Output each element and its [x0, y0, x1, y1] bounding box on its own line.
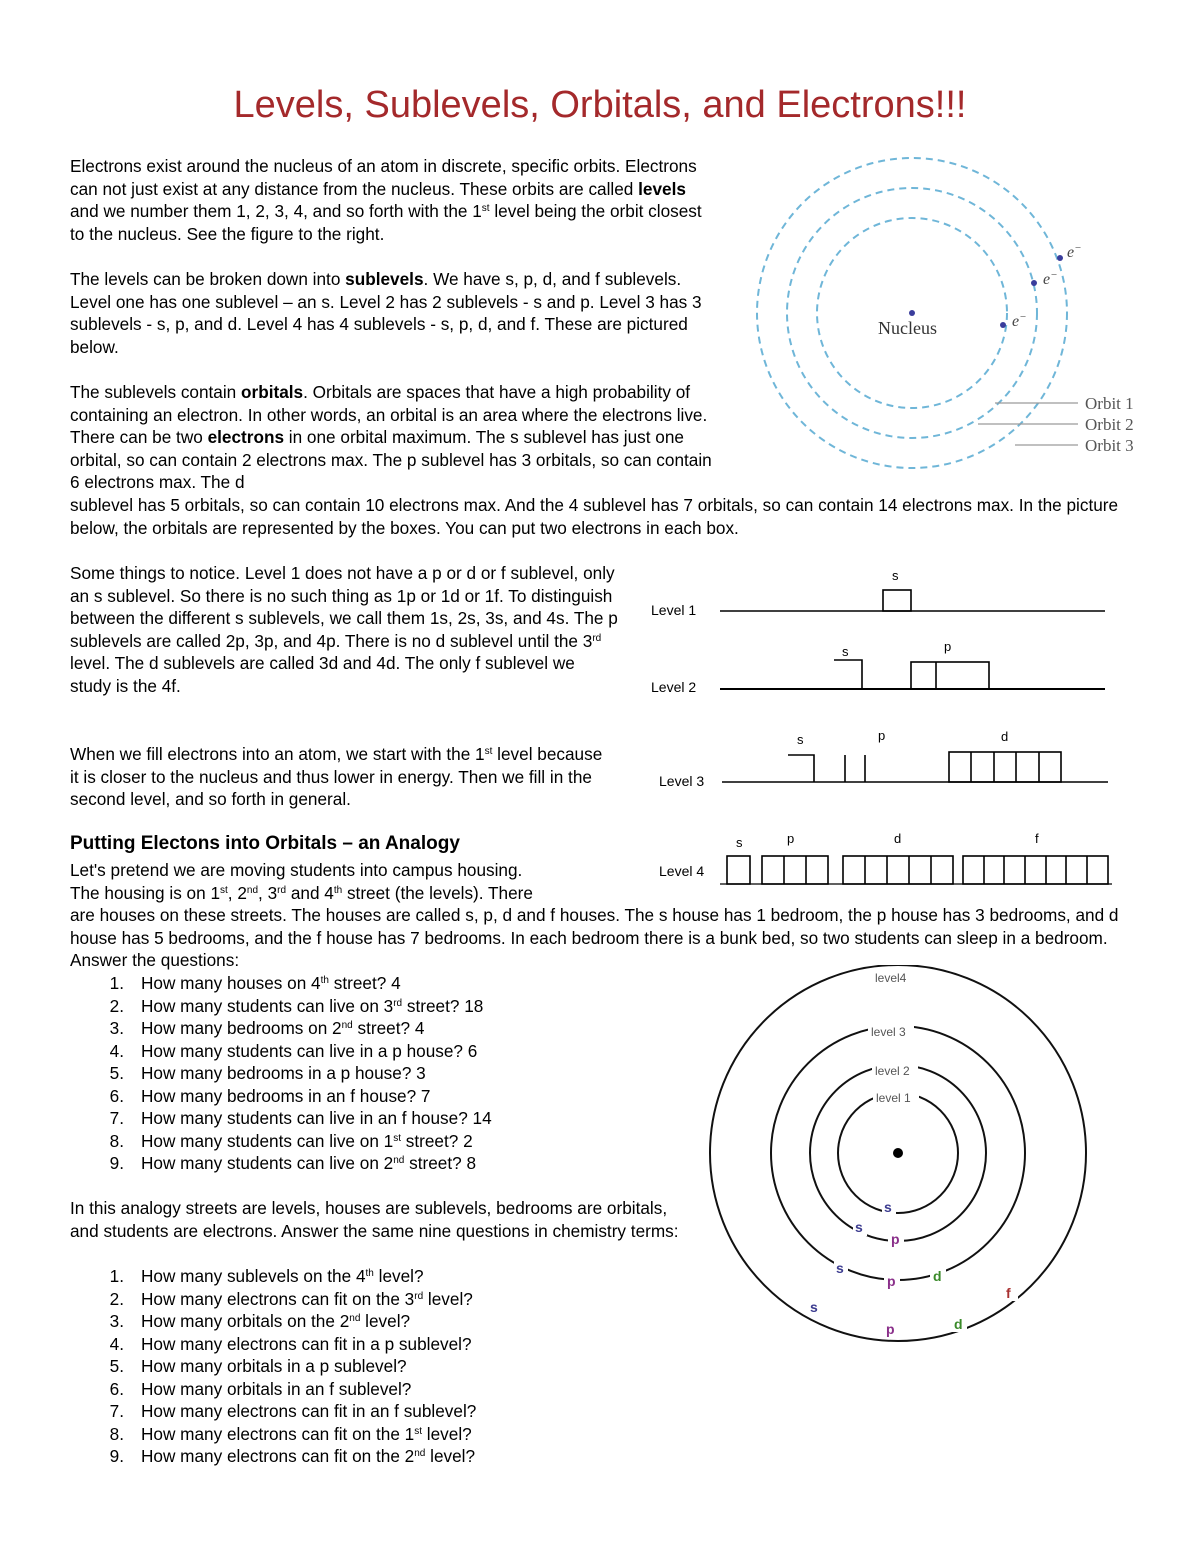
level-2-label: Level 2 — [651, 679, 697, 695]
list-item: 9. How many students can live on 2nd street? 8 — [109, 1153, 476, 1173]
sublevel-label-p: p — [787, 831, 795, 846]
nucleus-dot — [893, 1148, 903, 1158]
orbit-3-label: Orbit 3 — [1085, 436, 1134, 455]
level-1-label: level 1 — [876, 1091, 911, 1105]
paragraph-orbitals: The sublevels contain orbitals. Orbitals are spaces that have a high probability of containing an electron. In other words, an orbital is an area where the electrons live. There can be two electrons in one orbital maximum. The s sublevel has just one orbital, so can contain 2 electrons max. The p sublevel has 3 orbitals, so can contain 6 electrons max. The d — [70, 382, 712, 493]
paragraph-filling: When we fill electrons into an atom, we start with the 1st level because it is closer to the nucleus and thus lower in energy. Then we fill in the second level, and so forth in general. — [70, 744, 603, 810]
analogy-line-1: Let's pretend we are moving students into campus housing. — [70, 860, 523, 880]
level-4-label: level4 — [875, 971, 907, 985]
nucleus-dot — [909, 310, 915, 316]
sublevel-label-p: p — [944, 639, 952, 654]
list-item: 5. How many orbitals in a p sublevel? — [109, 1356, 407, 1376]
paragraph-sublevels: The levels can be broken down into sublevels. We have s, p, d, and f sublevels. Level one has one sublevel – an s. Level 2 has 2 sublevels - s and p. Level 3 has 3 sublevels - s, p, and d. Level 4 has 4 sublevels - s, p, d, and f. These are pictured below. — [70, 269, 702, 357]
orbit-1-label: Orbit 1 — [1085, 394, 1134, 413]
electron-label: e− — [1043, 269, 1058, 288]
sublevel-label-s: s — [842, 644, 849, 659]
sublevel-label-d: d — [954, 1316, 963, 1332]
list-item: 6. How many bedrooms in an f house? 7 — [109, 1085, 431, 1106]
sublevel-label-d: d — [933, 1268, 942, 1284]
sublevel-label-s: s — [810, 1299, 818, 1315]
chemistry-intro: In this analogy streets are levels, houses are sublevels, bedrooms are orbitals, and students are electrons. Answer the same nine questions in chemistry terms: — [70, 1198, 679, 1241]
sublevel-label-s: s — [884, 1199, 892, 1215]
sublevel-label-p: p — [886, 1321, 895, 1337]
list-item: 4. How many students can live in a p house? 6 — [109, 1040, 478, 1061]
list-item: 1. How many sublevels on the 4th level? — [109, 1266, 424, 1286]
orbit-figure — [740, 135, 1160, 475]
analogy-paragraph: are houses on these streets. The houses are called s, p, d and f houses. The s house has 1 bedroom, the p house has 3 bedrooms, and d house has 5 bedrooms, and the f house has 7 bedrooms. In each bedroom there is a bunk bed, so two students can sleep in a bedroom. Answer the questions: — [70, 905, 1119, 971]
sublevel-label-s: s — [892, 568, 899, 583]
analogy-line-2: The housing is on 1st, 2nd, 3rd and 4th street (the levels). There — [70, 883, 533, 903]
electron-dot — [1057, 255, 1063, 261]
list-item: 7. How many students can live in an f house? 14 — [109, 1108, 492, 1128]
nucleus-label: Nucleus — [878, 318, 937, 338]
sublevel-label-p: p — [878, 728, 886, 743]
sublevel-figure — [640, 560, 1120, 895]
chemistry-questions — [70, 1265, 476, 1468]
sublevel-label-p: p — [887, 1273, 896, 1289]
sublevel-label-f: f — [1006, 1285, 1011, 1301]
sublevel-label-s: s — [736, 835, 743, 850]
level-3-label: Level 3 — [659, 773, 705, 789]
list-item: 4. How many electrons can fit in a p sublevel? — [109, 1333, 472, 1354]
level-3-label: level 3 — [871, 1025, 906, 1039]
list-item: 7. How many electrons can fit in an f sublevel? — [109, 1401, 477, 1421]
list-item: 2. How many electrons can fit on the 3rd level? — [109, 1288, 473, 1309]
list-item: 1. How many houses on 4th street? 4 — [109, 973, 401, 993]
level-figure — [700, 965, 1140, 1350]
electron-label: e− — [1012, 311, 1027, 330]
list-item: 3. How many orbitals on the 2nd level? — [109, 1311, 411, 1331]
sublevel-label-p: p — [891, 1231, 900, 1247]
electron-dot — [1000, 322, 1006, 328]
sublevel-label-d: d — [1001, 729, 1009, 744]
list-item: 2. How many students can live on 3rd street? 18 — [109, 995, 484, 1016]
list-item: 3. How many bedrooms on 2nd street? 4 — [109, 1018, 425, 1038]
analogy-heading: Putting Electons into Orbitals – an Analogy — [70, 833, 460, 854]
paragraph-notice: Some things to notice. Level 1 does not have a p or d or f sublevel, only an s sublevel. So there is no such thing as 1p or 1d or 1f. To distinguish between the different s sublevels, we call them 1s, 2s, 3s, and 4s. The p sublevels are called 2p, 3p, and 4p. There is no d sublevel until the 3rd level. The d sublevels are called 3d and 4d. The only f sublevel we study is the 4f. — [70, 563, 618, 696]
paragraph-orbitals-cont: sublevel has 5 orbitals, so can contain 10 electrons max. And the 4 sublevel has 7 orbitals, so can contain 14 electrons max. In the picture below, the orbitals are represented by the boxes. You can put two electrons in each box. — [70, 495, 1119, 538]
electron-label: e− — [1067, 242, 1082, 261]
list-item: 9. How many electrons can fit on the 2nd level? — [109, 1446, 476, 1466]
list-item: 5. How many bedrooms in a p house? 3 — [109, 1063, 426, 1083]
level-4-label: Level 4 — [659, 863, 705, 879]
orbit-2-label: Orbit 2 — [1085, 415, 1134, 434]
page-title: Levels, Sublevels, Orbitals, and Electrons!!! — [233, 84, 967, 126]
list-item: 6. How many orbitals in an f sublevel? — [109, 1378, 412, 1399]
level-1-label: Level 1 — [651, 602, 697, 618]
sublevel-label-s: s — [855, 1219, 863, 1235]
list-item: 8. How many students can live on 1st street? 2 — [109, 1130, 473, 1151]
analogy-questions — [70, 972, 492, 1175]
sublevel-label-s: s — [836, 1260, 844, 1276]
electron-dot — [1031, 280, 1037, 286]
level-2-label: level 2 — [875, 1064, 910, 1078]
list-item: 8. How many electrons can fit on the 1st level? — [109, 1423, 472, 1444]
sublevel-label-s: s — [797, 732, 804, 747]
paragraph-levels: Electrons exist around the nucleus of an atom in discrete, specific orbits. Electrons can not just exist at any distance from the nucleus. These orbits are called levels and we number them 1, 2, 3, 4, and so forth with the 1st level being the orbit closest to the nucleus. See the figure to the right. — [70, 156, 702, 244]
sublevel-label-f: f — [1035, 831, 1039, 846]
sublevel-label-d: d — [894, 831, 902, 846]
